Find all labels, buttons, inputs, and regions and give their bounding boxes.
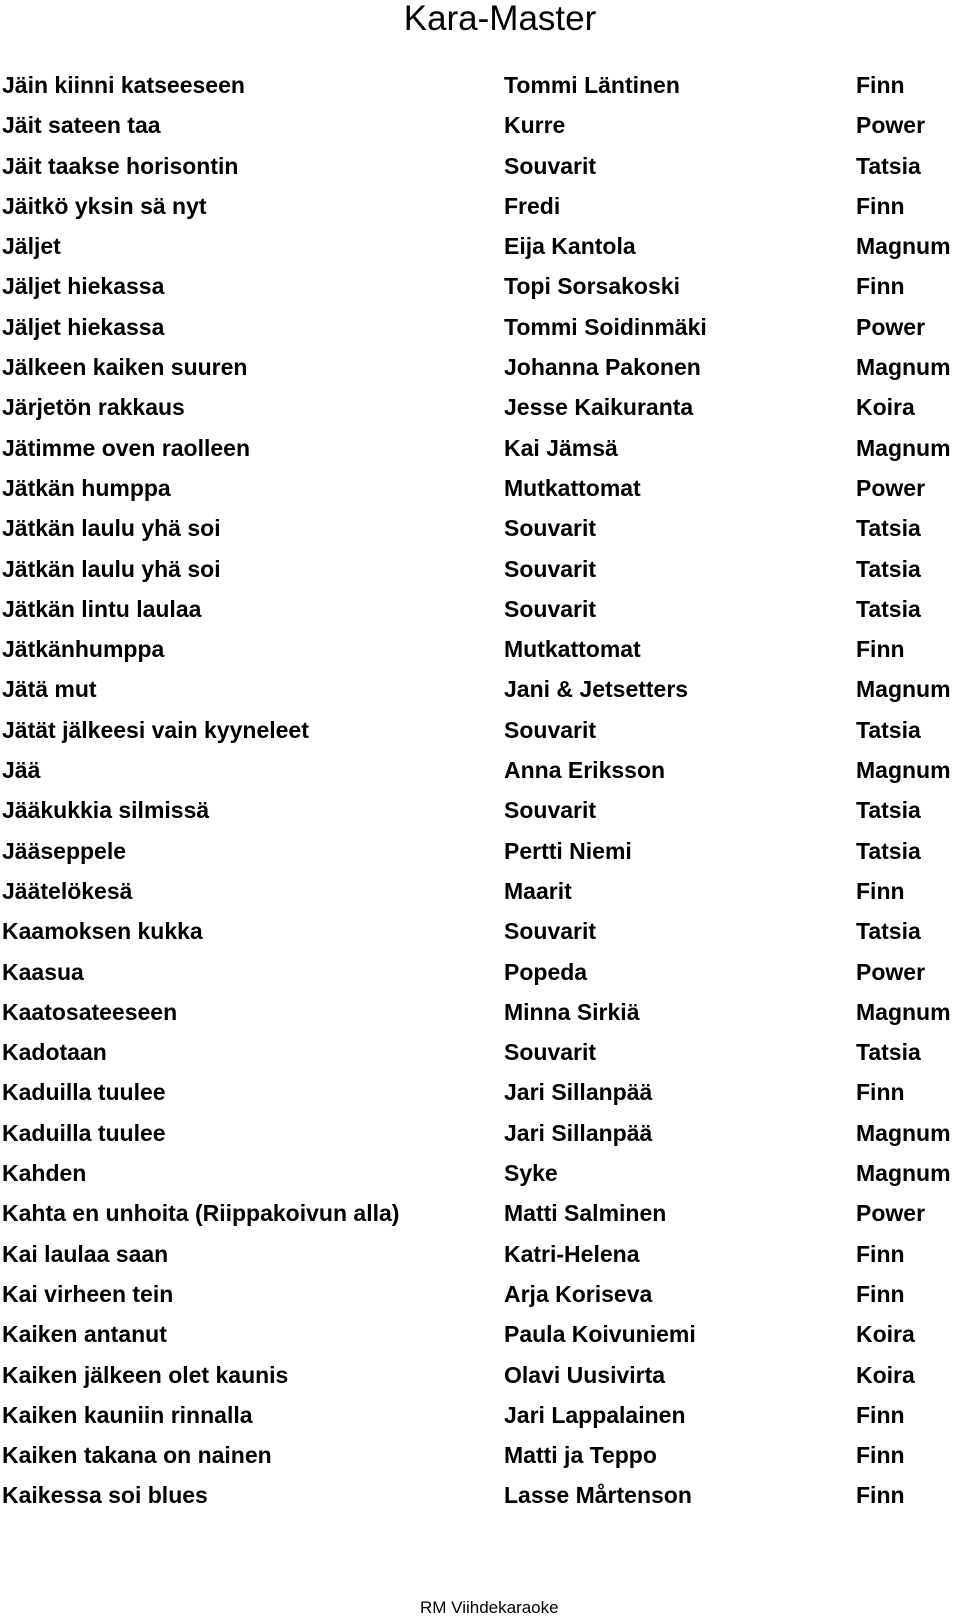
song-artist: Johanna Pakonen (504, 354, 701, 381)
song-title: Jäit sateen taa (2, 112, 161, 139)
song-label: Power (856, 958, 926, 985)
song-title: Jäätelökesä (2, 877, 133, 904)
song-title: Kaiken kauniin rinnalla (2, 1401, 253, 1428)
song-artist: Souvarit (504, 152, 597, 179)
song-artist: Jesse Kaikuranta (504, 394, 694, 421)
song-title: Kahta en unhoita (Riippakoivun alla) (2, 1200, 400, 1227)
song-row (2, 1032, 960, 1072)
page-footer: RM Viihdekaraoke (420, 1598, 559, 1617)
song-title: Kaasua (2, 958, 84, 985)
song-row (2, 387, 960, 427)
song-label: Magnum (856, 757, 951, 784)
song-list (2, 65, 960, 1516)
song-label: Finn (856, 877, 905, 904)
song-row (2, 1355, 960, 1395)
song-artist: Minna Sirkiä (504, 998, 640, 1025)
song-row (2, 428, 960, 468)
song-title: Jäin kiinni katseeseen (2, 72, 245, 98)
song-title: Kaiken antanut (2, 1321, 167, 1348)
song-artist: Jani & Jetsetters (504, 676, 689, 703)
song-artist: Anna Eriksson (504, 757, 666, 784)
song-label: Tatsia (856, 152, 921, 179)
song-row (2, 1475, 960, 1515)
song-title: Jätkänhumppa (2, 636, 165, 663)
song-row (2, 1395, 960, 1435)
song-title: Jätä mut (2, 676, 97, 703)
song-label: Power (856, 112, 926, 139)
song-artist: Souvarit (504, 797, 597, 824)
song-artist: Mutkattomat (504, 474, 641, 501)
song-row (2, 1314, 960, 1354)
song-artist: Souvarit (504, 595, 597, 622)
song-label: Tatsia (856, 797, 921, 824)
song-label: Finn (856, 192, 905, 219)
song-artist: Souvarit (504, 1039, 597, 1066)
song-artist: Topi Sorsakoski (504, 273, 680, 300)
song-row (2, 307, 960, 347)
song-artist: Katri-Helena (504, 1240, 640, 1267)
song-title: Kai laulaa saan (2, 1240, 169, 1267)
song-label: Magnum (856, 434, 951, 461)
song-row (2, 669, 960, 709)
song-label: Finn (856, 1401, 905, 1428)
song-label: Koira (856, 394, 915, 421)
song-row (2, 710, 960, 750)
song-row (2, 952, 960, 992)
song-label: Koira (856, 1361, 915, 1388)
song-artist: Matti Salminen (504, 1200, 667, 1227)
song-title: Jätkän humppa (2, 474, 171, 501)
song-title: Jää (2, 757, 41, 784)
song-label: Finn (856, 1280, 905, 1307)
song-artist: Jari Lappalainen (504, 1401, 686, 1428)
song-row (2, 629, 960, 669)
song-title: Jäljet hiekassa (2, 273, 165, 300)
song-row (2, 347, 960, 387)
song-label: Tatsia (856, 918, 921, 945)
song-title: Kaiken takana on nainen (2, 1442, 272, 1469)
song-artist: Syke (504, 1160, 558, 1187)
song-title: Kai virheen tein (2, 1280, 174, 1307)
song-title: Kaduilla tuulee (2, 1119, 166, 1146)
song-title: Kaiken jälkeen olet kaunis (2, 1361, 289, 1388)
song-title: Kaikessa soi blues (2, 1482, 208, 1509)
song-title: Jääkukkia silmissä (2, 797, 210, 824)
song-label: Finn (856, 1442, 905, 1469)
song-artist: Maarit (504, 877, 572, 904)
song-title: Jäit taakse horisontin (2, 152, 239, 179)
song-title: Jätkän laulu yhä soi (2, 555, 221, 582)
song-row (2, 468, 960, 508)
song-label: Finn (856, 636, 905, 663)
song-artist: Popeda (504, 958, 588, 985)
song-artist: Lasse Mårtenson (504, 1482, 692, 1509)
song-title: Jäljet (2, 233, 61, 260)
song-title: Jälkeen kaiken suuren (2, 354, 248, 381)
song-artist: Matti ja Teppo (504, 1442, 657, 1469)
song-row (2, 549, 960, 589)
song-label: Finn (856, 1240, 905, 1267)
song-title: Jääseppele (2, 837, 127, 864)
song-artist: Kai Jämsä (504, 434, 618, 461)
song-row (2, 146, 960, 186)
song-label: Finn (856, 1079, 905, 1106)
song-label: Tatsia (856, 555, 921, 582)
song-title: Kaatosateeseen (2, 998, 178, 1025)
song-row (2, 226, 960, 266)
song-title: Jätimme oven raolleen (2, 434, 250, 461)
song-title: Kaduilla tuulee (2, 1079, 166, 1106)
song-artist: Souvarit (504, 555, 597, 582)
song-row (2, 1193, 960, 1233)
song-label: Magnum (856, 233, 951, 260)
song-label: Tatsia (856, 837, 921, 864)
song-row (2, 105, 960, 145)
song-row (2, 831, 960, 871)
song-artist: Tommi Läntinen (504, 72, 680, 98)
song-artist: Souvarit (504, 515, 597, 542)
song-artist: Olavi Uusivirta (504, 1361, 666, 1388)
song-label: Magnum (856, 1119, 951, 1146)
song-artist: Fredi (504, 192, 561, 219)
song-label: Finn (856, 72, 905, 98)
song-title: Jäljet hiekassa (2, 313, 165, 340)
song-label: Tatsia (856, 515, 921, 542)
song-label: Magnum (856, 1160, 951, 1187)
song-title: Kadotaan (2, 1039, 107, 1066)
song-artist: Paula Koivuniemi (504, 1321, 696, 1348)
song-artist: Souvarit (504, 918, 597, 945)
song-row (2, 911, 960, 951)
song-label: Finn (856, 1482, 905, 1509)
song-title: Jäitkö yksin sä nyt (2, 192, 207, 219)
song-row (2, 750, 960, 790)
song-row (2, 1234, 960, 1274)
song-row (2, 186, 960, 226)
song-row (2, 508, 960, 548)
song-row (2, 589, 960, 629)
song-artist: Jari Sillanpää (504, 1079, 653, 1106)
page-title: Kara-Master (403, 0, 597, 38)
song-label: Tatsia (856, 595, 921, 622)
song-row (2, 1072, 960, 1112)
song-artist: Kurre (504, 112, 566, 139)
song-artist: Mutkattomat (504, 636, 641, 663)
song-label: Magnum (856, 676, 951, 703)
song-artist: Eija Kantola (504, 233, 636, 260)
song-row (2, 871, 960, 911)
song-label: Tatsia (856, 1039, 921, 1066)
song-title: Jätkän lintu laulaa (2, 595, 202, 622)
song-row (2, 1113, 960, 1153)
song-artist: Pertti Niemi (504, 837, 632, 864)
song-row (2, 992, 960, 1032)
song-label: Magnum (856, 998, 951, 1025)
song-label: Magnum (856, 354, 951, 381)
song-artist: Arja Koriseva (504, 1280, 653, 1307)
song-title: Kahden (2, 1160, 87, 1187)
song-artist: Jari Sillanpää (504, 1119, 653, 1146)
song-row (2, 1274, 960, 1314)
song-label: Tatsia (856, 716, 921, 743)
song-label: Power (856, 474, 926, 501)
song-label: Koira (856, 1321, 915, 1348)
song-row (2, 790, 960, 830)
song-row (2, 65, 960, 105)
song-row (2, 266, 960, 306)
song-artist: Souvarit (504, 716, 597, 743)
song-artist: Tommi Soidinmäki (504, 313, 707, 340)
song-label: Finn (856, 273, 905, 300)
song-title: Järjetön rakkaus (2, 394, 185, 421)
song-row (2, 1435, 960, 1475)
song-title: Jätät jälkeesi vain kyyneleet (2, 716, 309, 743)
song-title: Kaamoksen kukka (2, 918, 203, 945)
song-label: Power (856, 1200, 926, 1227)
song-label: Power (856, 313, 926, 340)
song-title: Jätkän laulu yhä soi (2, 515, 221, 542)
song-row (2, 1153, 960, 1193)
